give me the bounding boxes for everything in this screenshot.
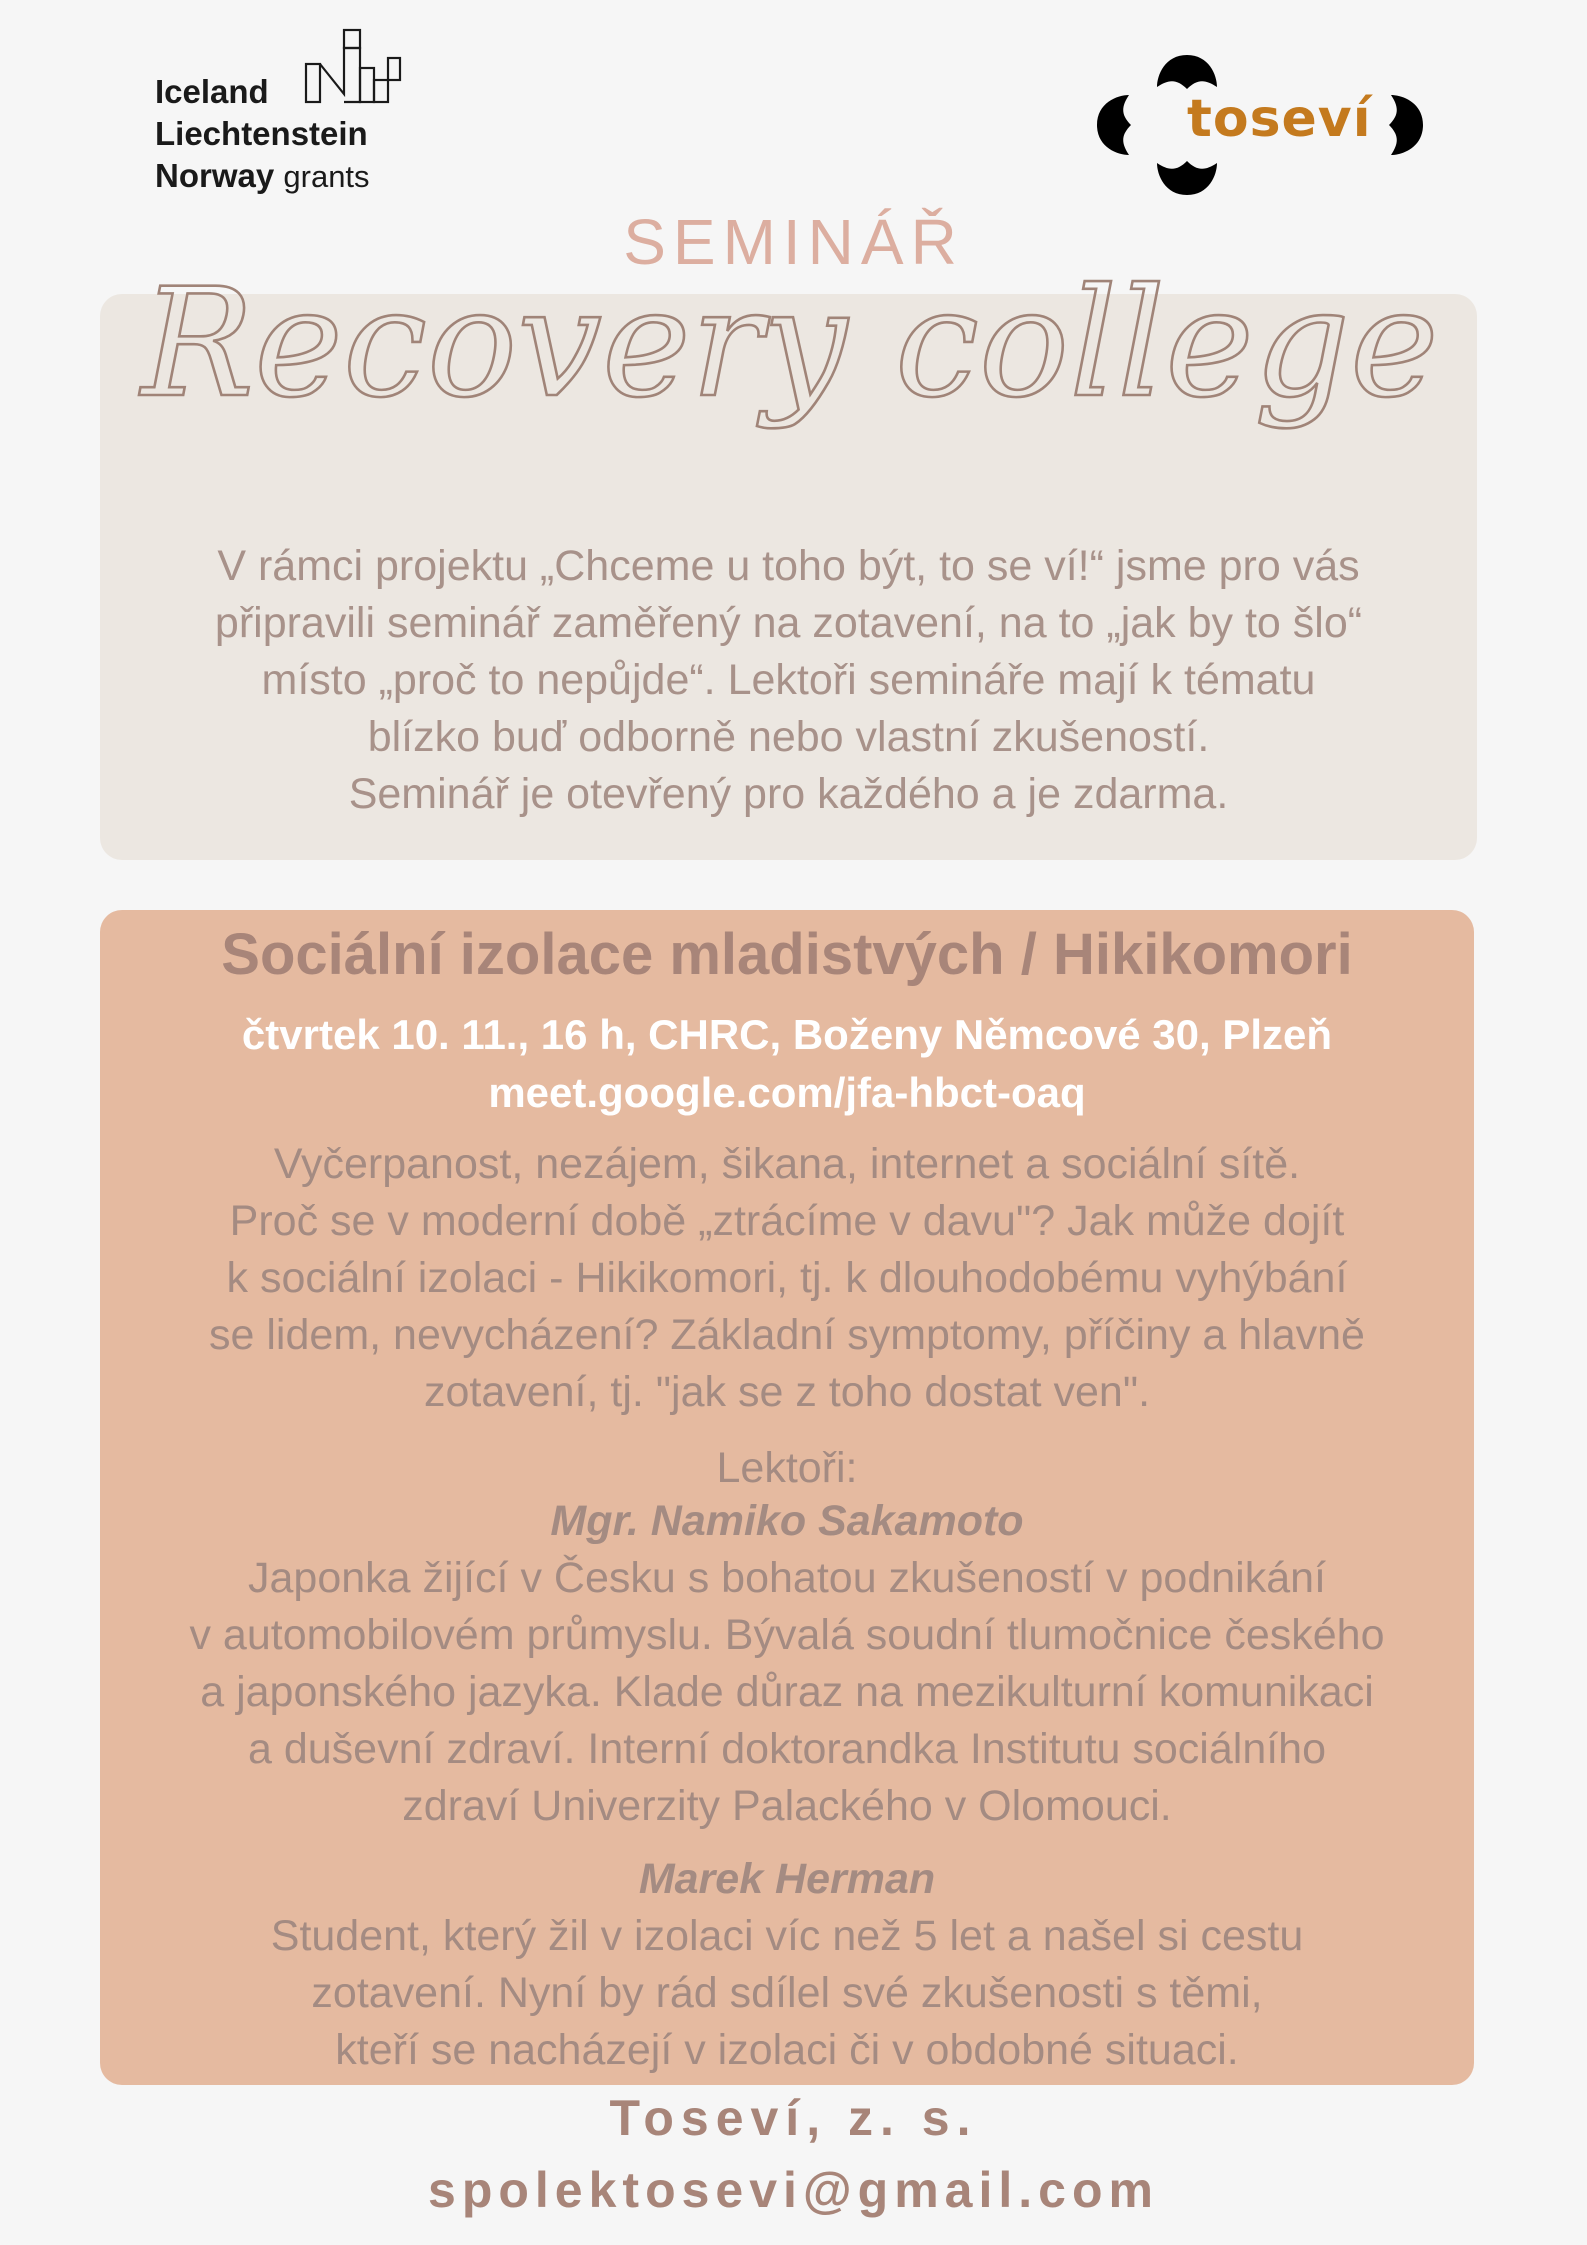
description-line: Proč se v moderní době „ztrácíme v davu"? Jak může dojít — [229, 1197, 1345, 1245]
grants-logo-line-norway — [155, 159, 370, 192]
grants-logo-line-liechtenstein: Liechtenstein — [155, 115, 368, 152]
lecturers-label: Lektoři: — [716, 1444, 858, 1492]
bio-line: Student, který žil v izolaci víc než 5 let a našel si cestu — [270, 1912, 1304, 1960]
intro-line: připravili seminář zaměřený na zotavení, na to „jak by to šlo“ — [214, 599, 1363, 647]
bio-line: v automobilovém průmyslu. Bývalá soudní tlumočnice českého — [189, 1611, 1385, 1659]
footer-organization: Toseví, z. s. — [609, 2090, 978, 2146]
grants-logo-line-iceland: Iceland — [155, 73, 269, 110]
eea-norway-grants-logo — [155, 28, 415, 203]
tosevi-logo — [1095, 55, 1425, 195]
bio-line: zotavení. Nyní by rád sdílel své zkušenosti s těmi, — [311, 1969, 1263, 2017]
event-description — [100, 1136, 1474, 1421]
lecturer-1-name: Mgr. Namiko Sakamoto — [550, 1497, 1024, 1545]
bio-line: a japonského jazyka. Klade důraz na mezikulturní komunikaci — [200, 1668, 1374, 1716]
intro-line: blízko buď odborně nebo vlastní zkušeností. — [367, 713, 1210, 761]
bio-line: kteří se nacházejí v izolaci či v obdobné situaci. — [335, 2026, 1239, 2074]
intro-line: V rámci projektu „Chceme u toho být, to se ví!“ jsme pro vás — [217, 542, 1360, 590]
lecturer-1-bio — [100, 1550, 1474, 1835]
grants-logo-grants: grants — [283, 159, 370, 194]
recovery-college-script-title — [141, 220, 1439, 550]
grants-logo-norway: Norway — [155, 157, 275, 194]
bio-line: Japonka žijící v Česku s bohatou zkušeností v podnikání — [247, 1554, 1326, 1602]
intro-text — [100, 538, 1477, 823]
script-title-text: Recovery college — [141, 257, 1439, 431]
event-meet-link[interactable]: meet.google.com/jfa-hbct-oaq — [488, 1069, 1086, 1116]
lecturer-2-bio — [100, 1908, 1474, 2079]
bio-line: zdraví Univerzity Palackého v Olomouci. — [402, 1782, 1172, 1830]
description-line: Vyčerpanost, nezájem, šikana, internet a sociální sítě. — [273, 1140, 1301, 1188]
footer-email[interactable]: spolektosevi@gmail.com — [428, 2162, 1159, 2218]
event-date-place: čtvrtek 10. 11., 16 h, CHRC, Boženy Němcové 30, Plzeň — [241, 1011, 1333, 1058]
grants-building-mark-icon — [304, 28, 402, 104]
intro-line: Seminář je otevřený pro každého a je zdarma. — [348, 770, 1229, 818]
intro-line: místo „proč to nepůjde“. Lektoři semináře mají k tématu — [261, 656, 1316, 704]
tosevi-wordmark: toseví — [1187, 89, 1372, 149]
event-title: Sociální izolace mladistvých / Hikikomori — [221, 922, 1353, 987]
event-details — [100, 1006, 1474, 1122]
description-line: zotavení, tj. "jak se z toho dostat ven". — [423, 1368, 1151, 1416]
bio-line: a duševní zdraví. Interní doktorandka Institutu sociálního — [247, 1725, 1327, 1773]
description-line: se lidem, nevycházení? Základní symptomy, příčiny a hlavně — [209, 1311, 1365, 1359]
description-line: k sociální izolaci - Hikikomori, tj. k dlouhodobému vyhýbání — [226, 1254, 1348, 1302]
lecturer-2-name: Marek Herman — [638, 1855, 936, 1903]
seminar-label: SEMINÁŘ — [623, 206, 964, 278]
